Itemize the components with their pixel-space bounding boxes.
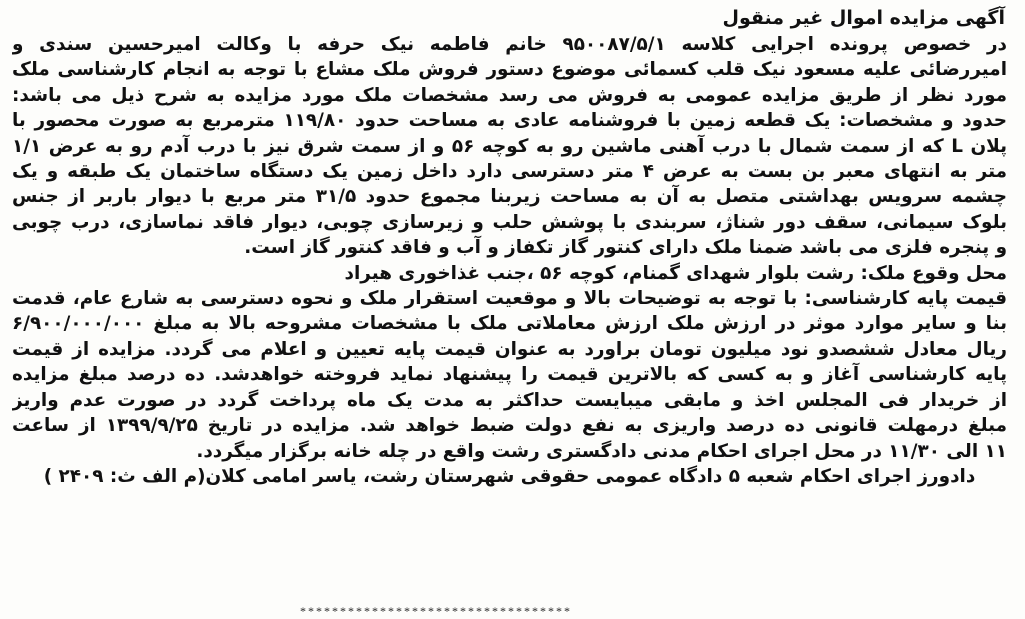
notice-line: بلوک سیمانی، سقف دور شناژ، سربندی با پوشش حلب و زیرسازی چوبی، دیوار فاقد نماسازی، درب چوبی <box>12 211 1007 233</box>
signature-line: دادورز اجرای احکام شعبه ۵ دادگاه عمومی حقوقی شهرستان رشت، یاسر امامی کلان(م الف ث: ۲۴۰۹ ) <box>43 465 976 487</box>
notice-line: ۱۱ الی ۱۱/۳۰ در محل اجرای احکام مدنی دادگستری رشت واقع در چله خانه برگزار میگردد. <box>196 440 1007 462</box>
notice-line: مورد نظر از طریق مزایده عمومی به فروش می رسد مشخصات ملک مورد مزایده به شرح ذیل می باشد: <box>12 84 1007 106</box>
property-location-line: محل وقوع ملک: رشت بلوار شهدای گمنام، کوچه ۵۶ ،جنب غذاخوری هیراد <box>344 262 1007 284</box>
notice-line: و پنجره فلزی می باشد ضمنا ملک دارای کنتور گاز تکفاز و آب و فاقد کنتور گاز است. <box>244 237 1007 259</box>
notice-line: امیررضائی علیه مسعود نیک قلب کسمائی موضوع دستور فروش ملک مشاع با توجه به انجام کارشناسی ملک <box>12 59 1007 81</box>
notice-body <box>12 32 1007 464</box>
notice-line: پایه کارشناسی آغاز و به کسی که بالاترین قیمت را پیشنهاد نماید فروخته خواهدشد. ده درصد مبلغ مزایده <box>12 364 1007 386</box>
notice-line: مبلغ درمهلت قانونی ده درصد واریزی به نفع دولت ضبط خواهد شد. مزایده در تاریخ ۱۳۹۹/۹/۲۵ از ساعت <box>12 415 1007 437</box>
notice-line: در خصوص پرونده اجرایی کلاسه ۹۵۰۰۸۷/۵/۱ خانم فاطمه نیک حرفه با وکالت امیرحسین سندی و <box>12 34 1007 55</box>
notice-title: آگهی مزایده اموال غیر منقول <box>722 7 1005 29</box>
notice-line: پلان L که از سمت شمال با درب آهنی ماشین رو به کوچه ۵۶ و از سمت شرق نیز با درب آدم رو به عرض ۱/۱ <box>12 135 1007 157</box>
notice-line: قیمت پایه کارشناسی: با توجه به توضیحات بالا و موقعیت استقرار ملک و نحوه دسترسی به شارع عام، قدمت <box>12 288 1007 310</box>
notice-line: متر به انتهای معبر بن بست به عرض ۴ متر دسترسی دارد داخل زمین یک دستگاه ساختمان یک طبقه و یک <box>12 161 1007 183</box>
notice-line: چشمه سرویس بهداشتی متصل به آن به مساحت زیربنا مجموع حدود ۳۱/۵ متر مربع با دیوار باربر از جنس <box>12 186 1007 208</box>
notice-line: حدود و مشخصات: یک قطعه زمین با فروشنامه عادی به مساحت حدود ۱۱۹/۸۰ مترمربع به صورت محصور با <box>12 110 1007 132</box>
separator-stars: ********************************** <box>300 604 572 618</box>
notice-line: از خریدار فی المجلس اخذ و مابقی میبایست حداکثر به مدت یک ماه پرداخت گردد در صورت عدم واریز <box>12 389 1007 411</box>
notice-line: بنا و سایر موارد موثر در ارزش ملک ارزش معاملاتی ملک با مشخصات مشروحه بالا به مبلغ ۶/۹۰۰/۰۰۰/۰۰۰ <box>12 313 1007 335</box>
notice-line: ریال معادل ششصدو نود میلیون تومان براورد به عنوان قیمت پایه تعیین و اعلام می گردد. مزایده از قیمت <box>12 338 1007 360</box>
